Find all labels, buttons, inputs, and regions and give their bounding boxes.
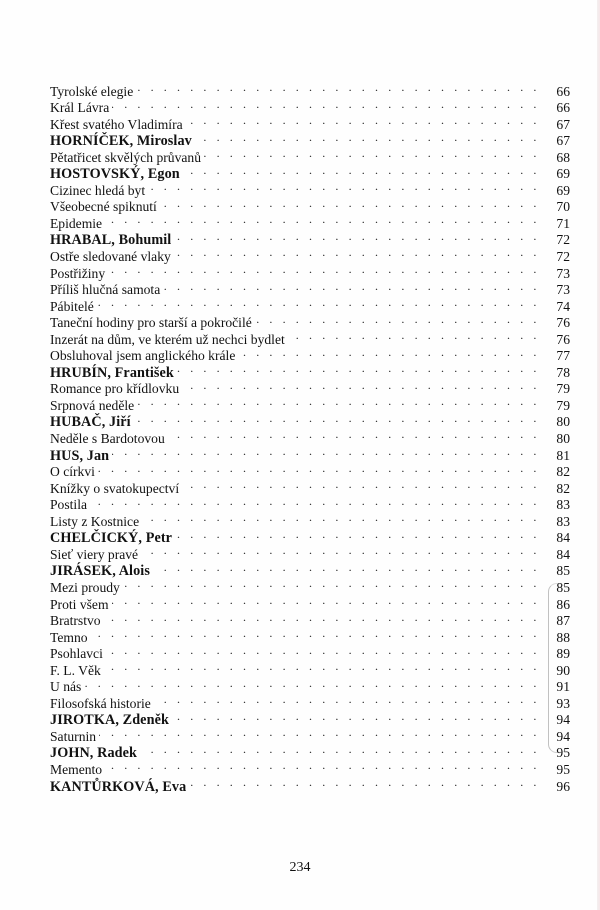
- toc-entry-page: 79: [556, 397, 570, 413]
- dot-leader: [104, 658, 540, 675]
- toc-work-entry: [50, 493, 570, 513]
- toc-work-entry: [50, 757, 570, 777]
- toc-entry-page: 72: [556, 232, 570, 248]
- dot-leader: [168, 426, 540, 443]
- toc-entry-page: 87: [556, 613, 570, 629]
- dot-leader: [98, 460, 540, 477]
- dot-leader: [90, 493, 540, 510]
- toc-entry-page: 95: [556, 761, 570, 777]
- dot-leader: [106, 642, 540, 659]
- toc-entry-page: 80: [556, 431, 570, 447]
- toc-entry-page: 70: [556, 199, 570, 215]
- toc-work-entry: [50, 211, 570, 231]
- toc-entry-title: Proti všem: [50, 596, 109, 612]
- dot-leader: [105, 757, 540, 774]
- toc-entry-page: 76: [556, 315, 570, 331]
- dot-leader: [136, 79, 540, 96]
- toc-entry-page: 90: [556, 662, 570, 678]
- toc-entry-title: Romance pro křídlovku: [50, 381, 180, 397]
- toc-work-entry: [50, 112, 570, 132]
- toc-work-entry: [50, 278, 570, 298]
- dot-leader: [174, 228, 540, 245]
- dot-leader: [288, 327, 540, 344]
- toc-entry-title: HUBAČ, Jiří: [50, 414, 131, 431]
- toc-entry-page: 73: [556, 282, 570, 298]
- toc-work-entry: [50, 261, 570, 281]
- toc-entry-title: U nás: [50, 679, 82, 695]
- toc-entry-title: Srpnová neděle: [50, 397, 135, 413]
- table-of-contents: [50, 79, 570, 795]
- toc-entry-page: 73: [556, 265, 570, 281]
- toc-entry-page: 84: [556, 546, 570, 562]
- toc-work-entry: [50, 311, 570, 331]
- toc-entry-title: CHELČICKÝ, Petr: [50, 530, 173, 547]
- toc-entry-page: 83: [556, 497, 570, 513]
- toc-entry-title: Všeobecné spiknutí: [50, 199, 157, 215]
- dot-leader: [175, 526, 540, 543]
- toc-entry-title: Memento: [50, 761, 103, 777]
- toc-entry-page: 93: [556, 695, 570, 711]
- toc-entry-page: 86: [556, 596, 570, 612]
- toc-entry-title: Pětatřicet skvělých průvanů: [50, 149, 201, 165]
- dot-leader: [91, 625, 540, 642]
- dot-leader: [182, 377, 540, 394]
- toc-entry-page: 91: [556, 679, 570, 695]
- page-number: 234: [289, 860, 311, 875]
- toc-entry-page: 67: [556, 133, 570, 149]
- toc-entry-page: 72: [556, 249, 570, 265]
- toc-entry-page: 77: [556, 348, 570, 364]
- toc-entry-title: HUS, Jan: [50, 447, 110, 464]
- dot-leader: [153, 559, 540, 576]
- toc-entry-title: JIROTKA, Zdeněk: [50, 712, 169, 729]
- toc-entry-title: Knížky o svatokupectví: [50, 480, 180, 496]
- toc-entry-page: 79: [556, 381, 570, 397]
- toc-entry-page: 82: [556, 464, 570, 480]
- dot-leader: [108, 261, 540, 278]
- toc-entry-title: Taneční hodiny pro starší a pokročilé: [50, 315, 252, 331]
- toc-work-entry: [50, 575, 570, 595]
- dot-leader: [141, 542, 540, 559]
- toc-entry-title: Cizinec hledá byt: [50, 182, 146, 198]
- toc-entry-page: 83: [556, 513, 570, 529]
- toc-entry-title: Saturnin: [50, 728, 97, 744]
- toc-entry-title: F. L. Věk: [50, 662, 101, 678]
- toc-entry-page: 76: [556, 331, 570, 347]
- toc-author-entry: [50, 228, 570, 249]
- toc-entry-page: 66: [556, 83, 570, 99]
- toc-entry-title: Pábitelé: [50, 298, 94, 314]
- dot-leader: [154, 691, 540, 708]
- toc-entry-page: 67: [556, 116, 570, 132]
- toc-entry-page: 78: [556, 364, 570, 380]
- dot-leader: [195, 129, 540, 146]
- dot-leader: [137, 393, 540, 410]
- toc-entry-page: 85: [556, 579, 570, 595]
- toc-entry-page: 95: [556, 745, 570, 761]
- dot-leader: [204, 145, 540, 162]
- dot-leader: [142, 509, 540, 526]
- toc-entry-title: Mezi proudy: [50, 579, 120, 595]
- toc-entry-title: HOSTOVSKÝ, Egon: [50, 166, 180, 183]
- dot-leader: [177, 360, 540, 377]
- toc-work-entry: [50, 691, 570, 711]
- dot-leader: [186, 112, 540, 129]
- toc-entry-title: Ostře sledované vlaky: [50, 249, 171, 265]
- toc-entry-title: Postřižiny: [50, 265, 106, 281]
- dot-leader: [104, 609, 540, 626]
- toc-work-entry: [50, 724, 570, 744]
- toc-entry-title: Bratrstvo: [50, 613, 101, 629]
- toc-entry-page: 84: [556, 530, 570, 546]
- toc-work-entry: [50, 509, 570, 529]
- dot-leader: [160, 195, 540, 212]
- dot-leader: [105, 211, 540, 228]
- toc-entry-title: KANTŮRKOVÁ, Eva: [50, 778, 187, 795]
- dot-leader: [84, 675, 540, 692]
- toc-entry-title: Král Lávra: [50, 100, 110, 116]
- dot-leader: [134, 410, 540, 427]
- dot-leader: [189, 774, 540, 791]
- dot-leader: [238, 344, 540, 361]
- toc-entry-page: 94: [556, 728, 570, 744]
- toc-entry-title: Neděle s Bardotovou: [50, 431, 165, 447]
- toc-work-entry: [50, 460, 570, 480]
- dot-leader: [99, 724, 540, 741]
- toc-work-entry: [50, 658, 570, 678]
- toc-entry-page: 69: [556, 182, 570, 198]
- toc-entry-title: Příliš hlučná samota: [50, 282, 161, 298]
- dot-leader: [123, 575, 540, 592]
- dot-leader: [172, 708, 540, 725]
- toc-entry-page: 80: [556, 414, 570, 430]
- toc-entry-title: JIRÁSEK, Alois: [50, 563, 150, 580]
- toc-entry-page: 96: [556, 778, 570, 794]
- toc-entry-title: O církvi: [50, 464, 95, 480]
- dot-leader: [148, 178, 540, 195]
- toc-entry-title: Inzerát na dům, ve kterém už nechci bydlet: [50, 331, 285, 347]
- toc-author-entry: [50, 741, 570, 762]
- toc-entry-title: Psohlavci: [50, 646, 103, 662]
- toc-entry-page: 82: [556, 480, 570, 496]
- toc-entry-page: 94: [556, 712, 570, 728]
- toc-entry-page: 88: [556, 629, 570, 645]
- dot-leader: [183, 162, 540, 179]
- toc-work-entry: [50, 609, 570, 629]
- toc-entry-page: 69: [556, 166, 570, 182]
- toc-entry-title: Křest svatého Vladimíra: [50, 116, 183, 132]
- dot-leader: [140, 741, 540, 758]
- toc-entry-title: HRABAL, Bohumil: [50, 232, 172, 249]
- toc-work-entry: [50, 642, 570, 662]
- toc-entry-title: HRUBÍN, František: [50, 364, 174, 381]
- toc-entry-title: Filosofská historie: [50, 695, 151, 711]
- dot-leader: [97, 294, 540, 311]
- toc-entry-title: HORNÍČEK, Miroslav: [50, 133, 192, 150]
- toc-entry-title: Listy z Kostnice: [50, 513, 140, 529]
- dot-leader: [112, 96, 540, 113]
- toc-work-entry: [50, 96, 570, 116]
- toc-entry-page: 66: [556, 100, 570, 116]
- toc-work-entry: [50, 294, 570, 314]
- toc-work-entry: [50, 675, 570, 695]
- toc-author-entry: [50, 443, 570, 464]
- toc-work-entry: [50, 476, 570, 496]
- toc-entry-title: Sieť viery pravé: [50, 546, 139, 562]
- toc-entry-title: Temno: [50, 629, 88, 645]
- toc-entry-title: JOHN, Radek: [50, 745, 138, 762]
- toc-entry-title: Tyrolské elegie: [50, 83, 134, 99]
- toc-work-entry: [50, 79, 570, 99]
- toc-entry-title: Epidemie: [50, 215, 103, 231]
- dot-leader: [163, 278, 540, 295]
- toc-entry-title: Obsluhoval jsem anglického krále: [50, 348, 236, 364]
- toc-entry-page: 71: [556, 215, 570, 231]
- dot-leader: [255, 311, 540, 328]
- dot-leader: [112, 592, 540, 609]
- dot-leader: [174, 244, 540, 261]
- toc-author-entry: [50, 774, 570, 795]
- toc-entry-page: 74: [556, 298, 570, 314]
- toc-entry-page: 89: [556, 646, 570, 662]
- toc-entry-page: 85: [556, 563, 570, 579]
- toc-work-entry: [50, 592, 570, 612]
- dot-leader: [182, 476, 540, 493]
- toc-work-entry: [50, 625, 570, 645]
- toc-entry-title: Postila: [50, 497, 88, 513]
- toc-entry-page: 68: [556, 149, 570, 165]
- toc-entry-page: 81: [556, 447, 570, 463]
- dot-leader: [112, 443, 540, 460]
